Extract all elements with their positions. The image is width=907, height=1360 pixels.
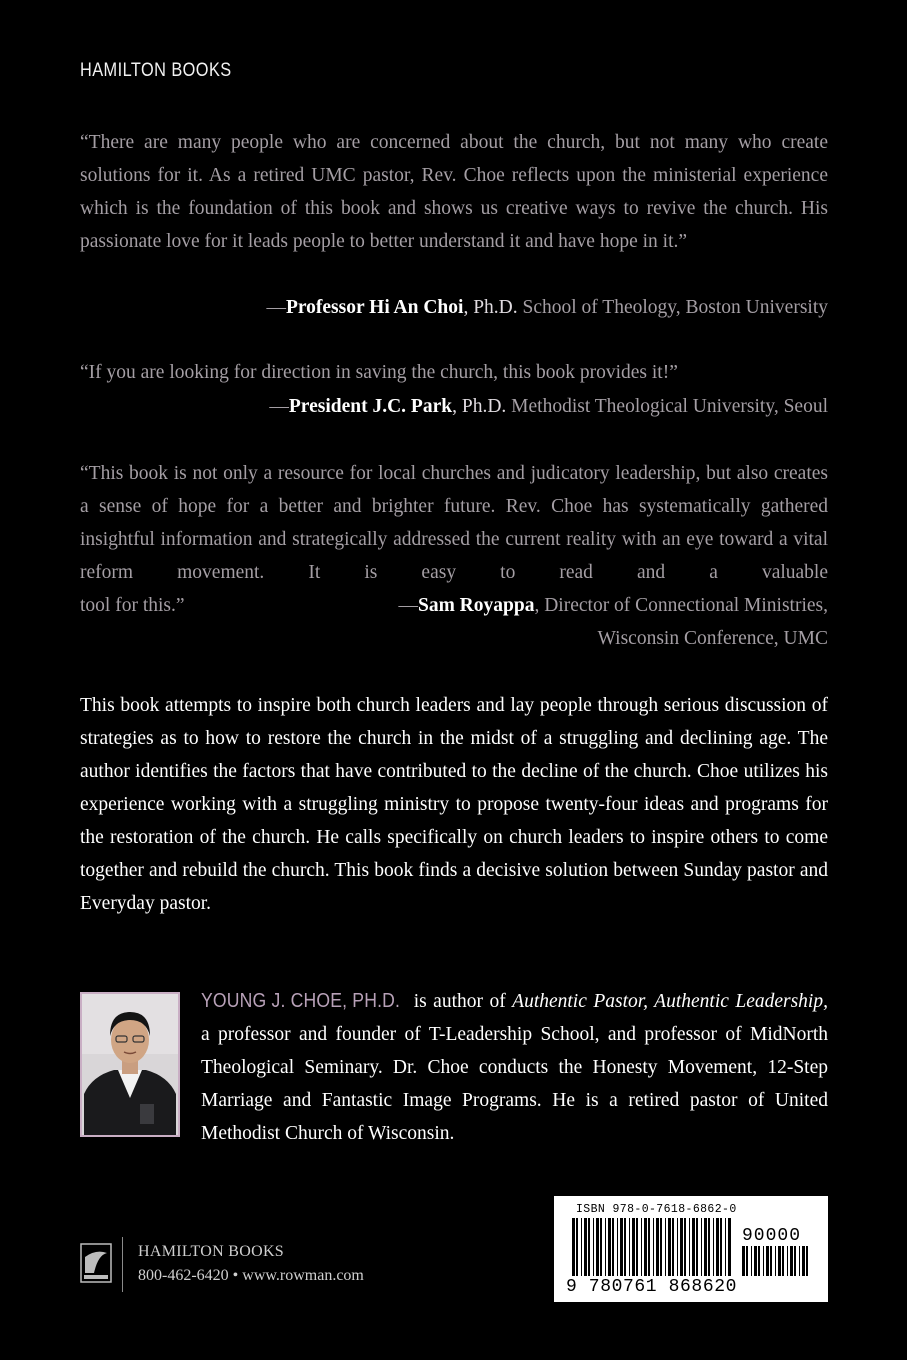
quote-1-name: Professor Hi An Choi bbox=[285, 297, 464, 318]
barcode-bar bbox=[617, 1218, 618, 1276]
author-bio-rest: a professor and founder of T-Leadership School, and professor of MidNorth Theological Seminary. Dr. Choe conducts the Honesty Movement, 12-Step Marriage and Fantastic Image Programs. He is a retired pastor of United Methodist Church of Wisconsin. bbox=[201, 1024, 828, 1144]
barcode-bar bbox=[677, 1218, 678, 1276]
barcode-bar bbox=[692, 1218, 695, 1276]
barcode-bar bbox=[644, 1218, 647, 1276]
price-code: 90000 bbox=[742, 1226, 802, 1246]
barcode-bar bbox=[636, 1218, 638, 1276]
barcode-bar bbox=[620, 1218, 623, 1276]
quote-3-affiliation-line-2: Wisconsin Conference, UMC bbox=[597, 628, 828, 649]
quote-1-attribution bbox=[266, 291, 828, 324]
barcode-bar bbox=[713, 1218, 714, 1276]
barcode-bar bbox=[680, 1218, 683, 1276]
author-portrait-image bbox=[82, 994, 178, 1135]
barcode-bar bbox=[641, 1218, 642, 1276]
barcode-bar bbox=[701, 1218, 702, 1276]
quote-3-attribution bbox=[398, 589, 828, 622]
quote-3-tail: tool for this.” bbox=[80, 595, 185, 616]
isbn-digits: 9 780761 868620 bbox=[566, 1277, 738, 1297]
barcode-bar bbox=[576, 1218, 578, 1276]
barcode-bar bbox=[775, 1246, 776, 1276]
barcode-bar bbox=[802, 1246, 805, 1276]
barcode-bar bbox=[660, 1218, 662, 1276]
quote-3-name: Sam Royappa bbox=[417, 595, 535, 616]
barcode-bar bbox=[612, 1218, 614, 1276]
isbn-barcode-bars bbox=[572, 1218, 732, 1276]
barcode-bar bbox=[608, 1218, 611, 1276]
barcode-bar bbox=[770, 1246, 772, 1276]
barcode-bar bbox=[632, 1218, 635, 1276]
author-photo bbox=[80, 992, 180, 1137]
quote-3-affiliation: , Director of Connectional Ministries, bbox=[534, 595, 828, 616]
quote-1-text: “There are many people who are concerned about the church, but not many who create solutions for it. As a retired UMC pastor, Rev. Choe reflects upon the ministerial experience which is the foundation of this book and shows us creative ways to revive the church. His passionate love for it leads people to better understand it and have hope in it.” bbox=[80, 132, 828, 252]
barcode-bar bbox=[794, 1246, 796, 1276]
barcode-bar bbox=[799, 1246, 800, 1276]
quote-2-name: President J.C. Park bbox=[288, 396, 453, 417]
author-book-title: Authentic Pastor, Authentic Leadership, bbox=[512, 991, 828, 1012]
quote-2-text: “If you are looking for direction in saving the church, this book provides it!” bbox=[80, 362, 678, 383]
barcode-bar bbox=[766, 1246, 769, 1276]
barcode-bar bbox=[787, 1246, 788, 1276]
barcode-bar bbox=[588, 1218, 590, 1276]
barcode-bar bbox=[689, 1218, 690, 1276]
barcode-bar bbox=[584, 1218, 587, 1276]
barcode-bar bbox=[572, 1218, 575, 1276]
barcode-bar bbox=[751, 1246, 752, 1276]
barcode-bar bbox=[725, 1218, 726, 1276]
barcode-bar bbox=[758, 1246, 760, 1276]
author-name: YOUNG J. CHOE, PH.D. bbox=[201, 990, 401, 1012]
barcode-bar bbox=[742, 1246, 745, 1276]
quote-1-affiliation: School of Theology, Boston University bbox=[517, 297, 828, 318]
publisher-logo-icon bbox=[80, 1243, 112, 1283]
barcode-bar bbox=[684, 1218, 686, 1276]
barcode-bar bbox=[665, 1218, 666, 1276]
barcode-bar bbox=[593, 1218, 594, 1276]
barcode-bar bbox=[656, 1218, 659, 1276]
barcode-bar bbox=[648, 1218, 650, 1276]
quote-2-attribution bbox=[269, 390, 828, 423]
book-description: This book attempts to inspire both church leaders and lay people through serious discussion of strategies as to how to restore the church in the midst of a struggling and declining age. The author identifies the factors that have contributed to the decline of the church. Choe utilizes his experience working with a struggling ministry to propose twenty-four ideas and programs for the restoration of the church. He calls specifically on church leaders to inspire others to come together and rebuild the church. This book finds a decisive solution between Sunday pastor and Everyday pastor. bbox=[80, 695, 828, 914]
author-bio-lead: is author of bbox=[407, 991, 513, 1012]
barcode-bar bbox=[624, 1218, 626, 1276]
barcode-bar bbox=[720, 1218, 722, 1276]
footer-divider bbox=[122, 1237, 123, 1292]
publisher-header: HAMILTON BOOKS bbox=[80, 60, 232, 81]
barcode-bar bbox=[716, 1218, 719, 1276]
barcode-bar bbox=[704, 1218, 707, 1276]
barcode-bar bbox=[708, 1218, 710, 1276]
barcode-bar bbox=[629, 1218, 630, 1276]
barcode-bar bbox=[754, 1246, 757, 1276]
footer-publisher-name: HAMILTON BOOKS bbox=[138, 1243, 284, 1260]
quote-1-dash: — bbox=[266, 297, 286, 318]
footer-contact: 800-462-6420 • www.rowman.com bbox=[138, 1267, 364, 1284]
barcode-bar bbox=[806, 1246, 808, 1276]
barcode-bar bbox=[778, 1246, 781, 1276]
author-bio bbox=[201, 985, 828, 1150]
barcode-bar bbox=[782, 1246, 784, 1276]
barcode-bar bbox=[605, 1218, 606, 1276]
barcode-bar bbox=[746, 1246, 748, 1276]
quote-2-degree: , Ph.D. bbox=[452, 396, 507, 417]
quote-2-affiliation: Methodist Theological University, Seoul bbox=[506, 396, 828, 417]
barcode-bar bbox=[790, 1246, 793, 1276]
barcode-bar bbox=[672, 1218, 674, 1276]
barcode-bar bbox=[600, 1218, 602, 1276]
barcode-bar bbox=[653, 1218, 654, 1276]
quote-2-dash: — bbox=[269, 396, 289, 417]
price-barcode-bars bbox=[742, 1246, 812, 1296]
barcode-bar bbox=[728, 1218, 731, 1276]
barcode-bar bbox=[596, 1218, 599, 1276]
quote-3-dash: — bbox=[398, 595, 418, 616]
barcode-bar bbox=[696, 1218, 698, 1276]
quote-1-degree: , Ph.D. bbox=[463, 297, 518, 318]
quote-3-text: “This book is not only a resource for local churches and judicatory leadership, but also creates a sense of hope for a better and brighter future. Rev. Choe has systematically gathered insightful information and strategically addressed the current reality with an eye toward a vital reform movement. It is easy to read and a valuable bbox=[80, 463, 828, 583]
barcode-bar bbox=[763, 1246, 764, 1276]
barcode-bar bbox=[668, 1218, 671, 1276]
isbn-label: ISBN 978-0-7618-6862-0 bbox=[576, 1203, 737, 1216]
barcode-bar bbox=[581, 1218, 582, 1276]
